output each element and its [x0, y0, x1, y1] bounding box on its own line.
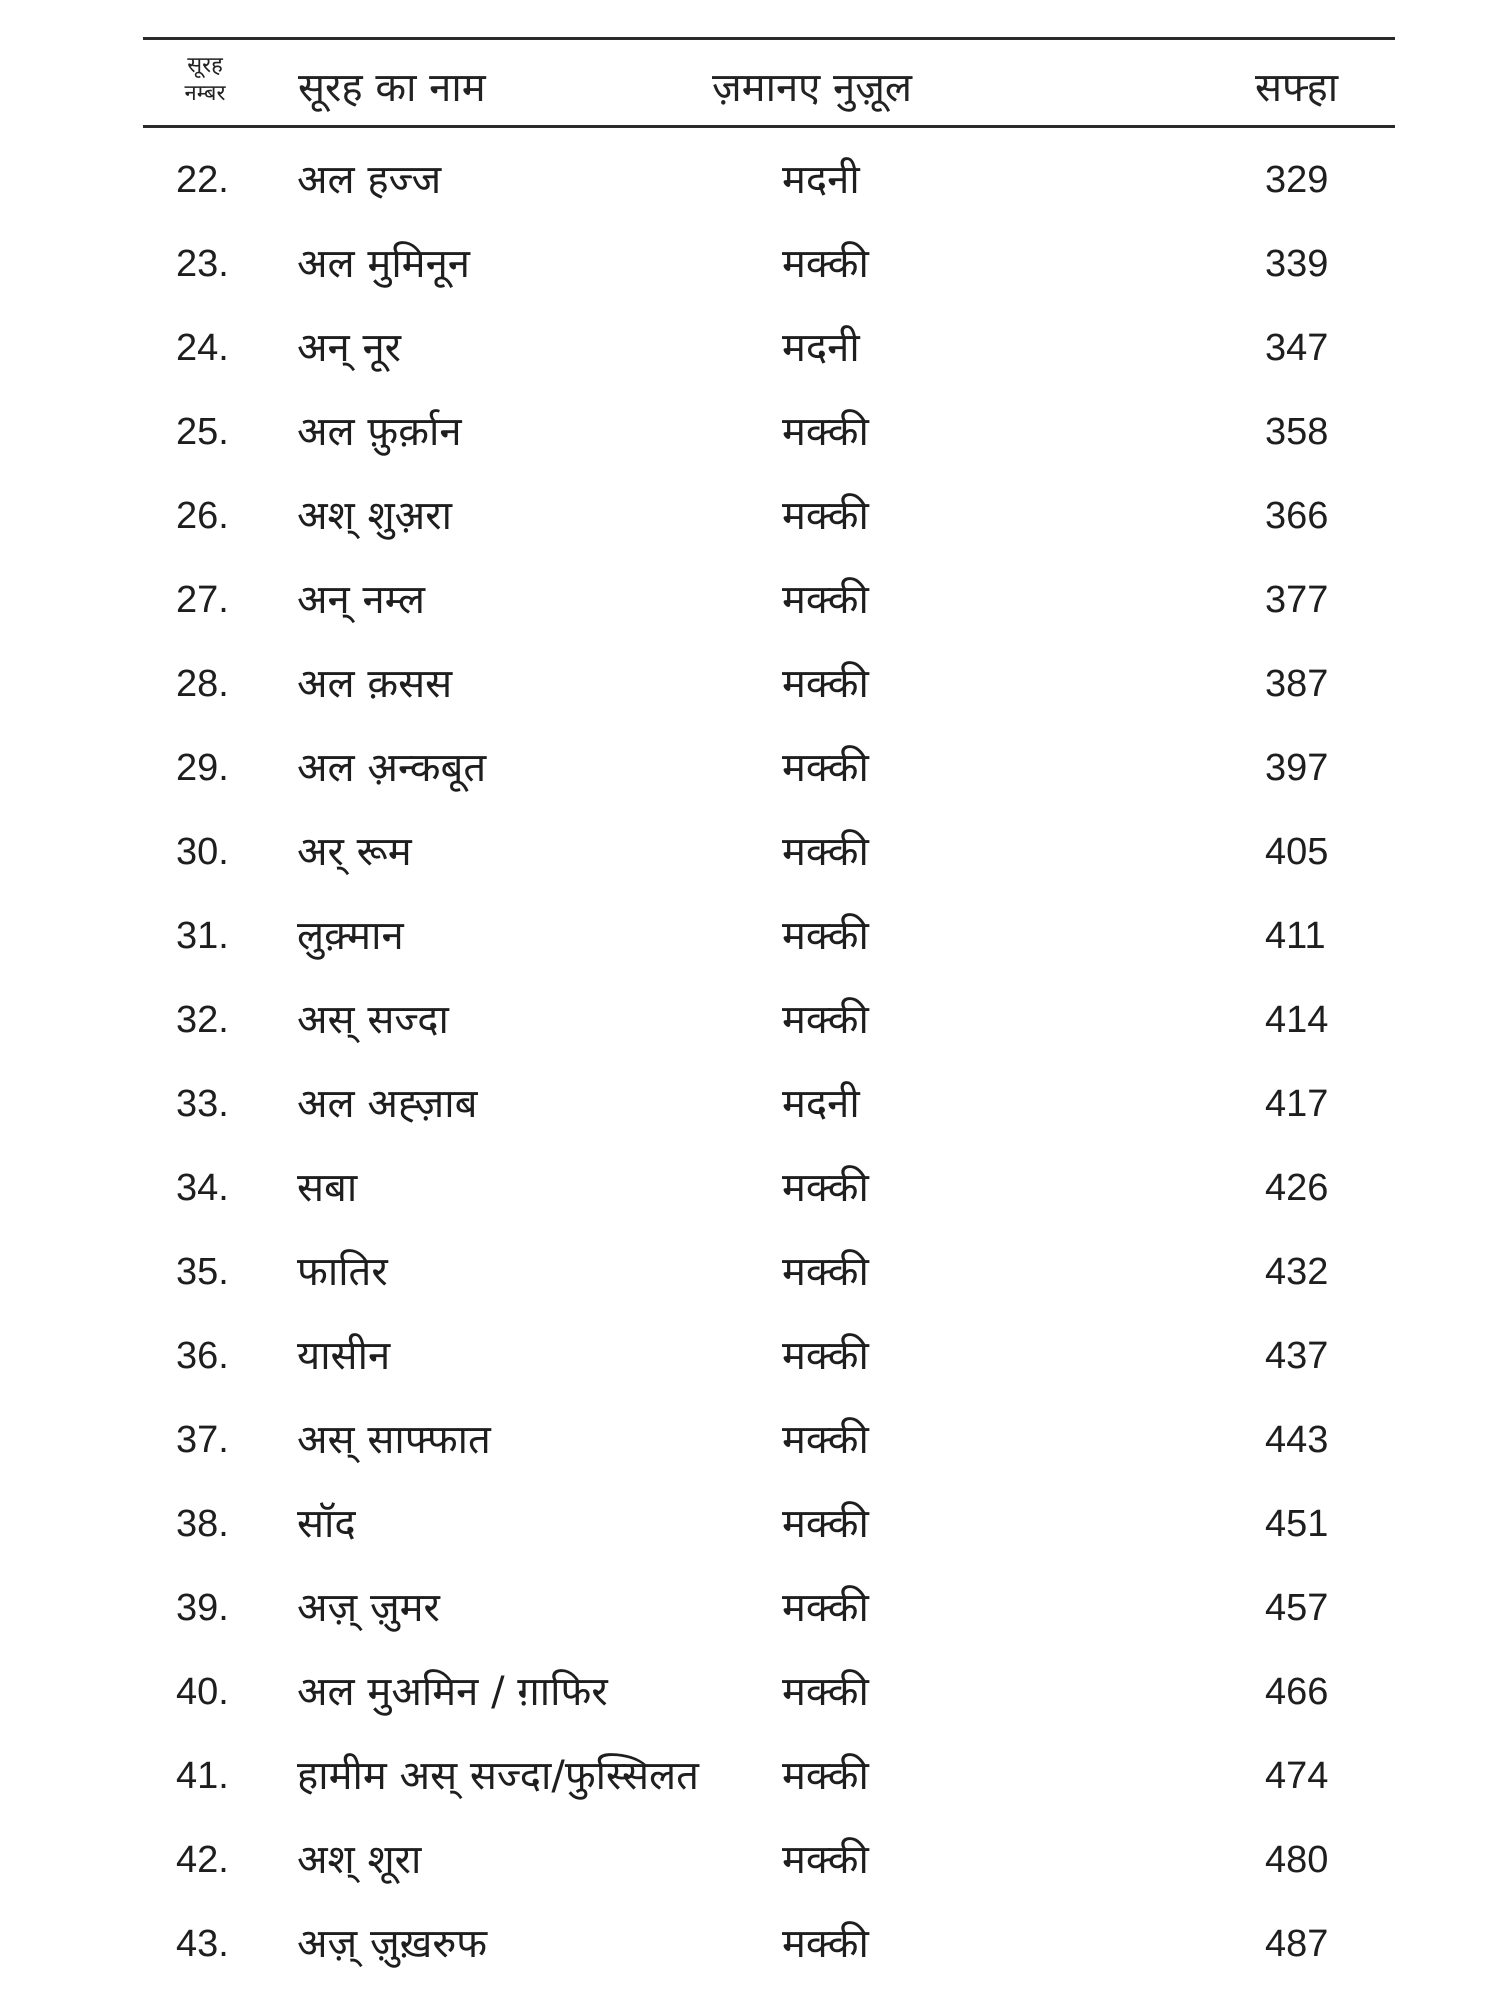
table-row — [0, 1830, 1500, 1914]
row-surah-name: अल अ़न्कबूत — [297, 745, 487, 791]
row-era: मदनी — [782, 325, 860, 371]
table-row — [0, 1158, 1500, 1242]
row-surah-name: यासीन — [297, 1333, 391, 1379]
row-era: मक्की — [782, 241, 869, 287]
table-row — [0, 570, 1500, 654]
row-era: मक्की — [782, 493, 869, 539]
row-surah-name: अस् साफ्फात — [297, 1417, 491, 1463]
row-surah-name: अर् रूम — [297, 829, 412, 875]
row-era: मक्की — [782, 1669, 869, 1715]
row-number: 35. — [176, 1251, 229, 1293]
row-era: मक्की — [782, 661, 869, 707]
row-surah-name: अल हज्ज — [297, 157, 442, 203]
header-surah-number — [160, 52, 250, 108]
row-number: 31. — [176, 915, 229, 957]
table-row — [0, 402, 1500, 486]
row-page: 411 — [1265, 915, 1326, 957]
row-page: 457 — [1265, 1587, 1329, 1629]
table-row — [0, 1578, 1500, 1662]
row-number: 27. — [176, 579, 229, 621]
table-row — [0, 486, 1500, 570]
header-surah-name: सूरह का नाम — [298, 65, 486, 111]
row-surah-name: अज़् ज़ुख़रुफ — [297, 1921, 488, 1967]
row-number: 25. — [176, 411, 229, 453]
row-page: 329 — [1265, 159, 1329, 201]
header-bottom-rule — [143, 125, 1395, 128]
row-page: 426 — [1265, 1167, 1329, 1209]
row-number: 30. — [176, 831, 229, 873]
row-era: मक्की — [782, 913, 869, 959]
row-number: 22. — [176, 159, 229, 201]
table-row — [0, 1326, 1500, 1410]
row-page: 443 — [1265, 1419, 1329, 1461]
row-surah-name: अल फ़ुर्क़ान — [297, 409, 462, 455]
row-number: 28. — [176, 663, 229, 705]
row-era: मक्की — [782, 1417, 869, 1463]
row-era: मक्की — [782, 409, 869, 455]
row-surah-name: अन् नम्ल — [297, 577, 425, 623]
header-top-rule — [143, 37, 1395, 40]
row-number: 43. — [176, 1923, 229, 1965]
row-surah-name: अल मुमिनून — [297, 241, 470, 287]
row-number: 34. — [176, 1167, 229, 1209]
header-surah-number-line2: नम्बर — [184, 81, 226, 106]
row-page: 414 — [1265, 999, 1329, 1041]
row-surah-name: अल क़सस — [297, 661, 453, 707]
row-surah-name: हामीम अस् सज्दा/फुस्सिलत — [297, 1753, 699, 1799]
table-row — [0, 822, 1500, 906]
table-row — [0, 1662, 1500, 1746]
table-row — [0, 1914, 1500, 1998]
row-era: मक्की — [782, 1753, 869, 1799]
row-surah-name: अल अह्ज़ाब — [297, 1081, 478, 1127]
row-surah-name: अन् नूर — [297, 325, 402, 371]
row-number: 33. — [176, 1083, 229, 1125]
row-page: 437 — [1265, 1335, 1329, 1377]
header-surah-number-line1: सूरह — [187, 53, 223, 78]
table-row — [0, 738, 1500, 822]
row-page: 377 — [1265, 579, 1329, 621]
row-era: मक्की — [782, 577, 869, 623]
row-surah-name: अस् सज्दा — [297, 997, 449, 1043]
row-surah-name: अश् शूरा — [297, 1837, 422, 1883]
row-surah-name: अज़् ज़ुमर — [297, 1585, 440, 1631]
row-era: मक्की — [782, 1921, 869, 1967]
row-page: 347 — [1265, 327, 1329, 369]
row-number: 24. — [176, 327, 229, 369]
row-era: मक्की — [782, 1165, 869, 1211]
row-page: 480 — [1265, 1839, 1329, 1881]
row-number: 38. — [176, 1503, 229, 1545]
row-page: 417 — [1265, 1083, 1329, 1125]
row-number: 26. — [176, 495, 229, 537]
row-number: 36. — [176, 1335, 229, 1377]
row-number: 32. — [176, 999, 229, 1041]
table-row — [0, 906, 1500, 990]
header-revelation-era: ज़मानए नुज़ूल — [712, 65, 912, 111]
row-era: मक्की — [782, 745, 869, 791]
row-number: 40. — [176, 1671, 229, 1713]
row-number: 41. — [176, 1755, 229, 1797]
row-number: 23. — [176, 243, 229, 285]
row-surah-name: अश् शुअ़रा — [297, 493, 452, 539]
row-page: 451 — [1265, 1503, 1329, 1545]
table-row — [0, 1746, 1500, 1830]
row-era: मक्की — [782, 1501, 869, 1547]
row-era: मक्की — [782, 829, 869, 875]
row-surah-name: अल मुअमिन / ग़ाफिर — [297, 1669, 608, 1715]
row-number: 29. — [176, 747, 229, 789]
table-row — [0, 654, 1500, 738]
row-surah-name: लुक़्मान — [297, 913, 404, 959]
row-number: 42. — [176, 1839, 229, 1881]
table-row — [0, 990, 1500, 1074]
table-row — [0, 234, 1500, 318]
row-page: 474 — [1265, 1755, 1329, 1797]
row-page: 432 — [1265, 1251, 1329, 1293]
row-number: 37. — [176, 1419, 229, 1461]
row-number: 39. — [176, 1587, 229, 1629]
row-era: मक्की — [782, 1837, 869, 1883]
table-row — [0, 150, 1500, 234]
row-page: 487 — [1265, 1923, 1329, 1965]
row-surah-name: सबा — [297, 1165, 358, 1211]
row-era: मक्की — [782, 1249, 869, 1295]
table-row — [0, 1494, 1500, 1578]
row-era: मदनी — [782, 1081, 860, 1127]
row-page: 387 — [1265, 663, 1329, 705]
row-era: मक्की — [782, 997, 869, 1043]
row-page: 405 — [1265, 831, 1329, 873]
table-row — [0, 1410, 1500, 1494]
row-page: 397 — [1265, 747, 1329, 789]
row-era: मदनी — [782, 157, 860, 203]
row-era: मक्की — [782, 1333, 869, 1379]
row-page: 339 — [1265, 243, 1329, 285]
row-page: 466 — [1265, 1671, 1329, 1713]
row-surah-name: फातिर — [297, 1249, 388, 1295]
row-page: 358 — [1265, 411, 1329, 453]
table-row — [0, 1074, 1500, 1158]
table-row — [0, 318, 1500, 402]
row-surah-name: सॉद — [297, 1501, 356, 1547]
row-page: 366 — [1265, 495, 1329, 537]
row-era: मक्की — [782, 1585, 869, 1631]
table-row — [0, 1242, 1500, 1326]
header-page-number: सफ्हा — [1255, 65, 1339, 111]
